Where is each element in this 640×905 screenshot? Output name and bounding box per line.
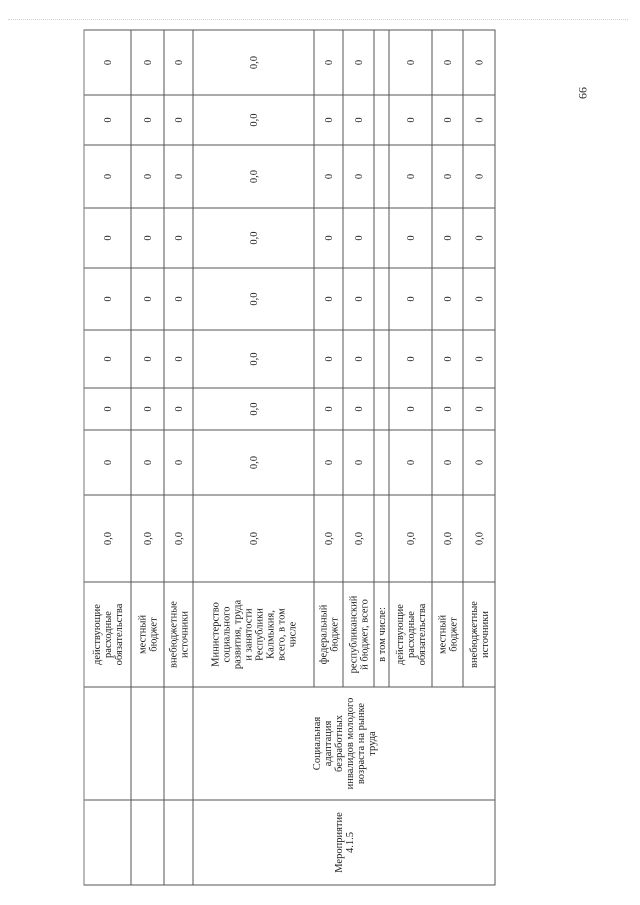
name-cell-line: адаптация bbox=[323, 720, 334, 767]
measure-cell-line: 4.1.5 bbox=[345, 832, 356, 853]
data-cell-value: 0,0 bbox=[249, 169, 260, 184]
data-cell-value: 0,0 bbox=[143, 531, 154, 546]
data-cell-value: 0 bbox=[143, 173, 154, 180]
name-cell-line: Социальная bbox=[312, 716, 323, 771]
data-cell-value: 0 bbox=[443, 356, 454, 362]
data-cell-value: 0,0 bbox=[324, 531, 335, 546]
data-cell-value: 0 bbox=[354, 117, 365, 123]
data-cell-value: 0 bbox=[406, 173, 417, 180]
data-cell-value: 0 bbox=[474, 459, 486, 466]
data-cell-value: 0 bbox=[354, 296, 365, 302]
source-cell-line: й бюджет, всего bbox=[359, 599, 371, 670]
data-cell-value: 0 bbox=[103, 117, 114, 123]
data-cell-value: 0 bbox=[443, 235, 454, 241]
data-cell-value: 0 bbox=[103, 235, 114, 241]
name-cell-line: возраста на рынке bbox=[356, 702, 367, 785]
source-cell-line: и занятости bbox=[243, 608, 255, 661]
data-cell-value: 0 bbox=[354, 59, 365, 66]
data-cell-value: 0 bbox=[474, 296, 486, 302]
source-cell-text bbox=[349, 595, 371, 673]
source-cell-line: источники bbox=[480, 611, 491, 658]
table-frame bbox=[84, 30, 495, 885]
data-cell-value: 0,0 bbox=[443, 531, 454, 546]
data-cell-value: 0,0 bbox=[249, 531, 260, 546]
source-cell-line: социального bbox=[221, 606, 233, 663]
source-cell-line: внебюджетные bbox=[168, 601, 180, 668]
data-cell-value: 0 bbox=[443, 406, 454, 412]
source-cell-line: обязательства bbox=[417, 603, 428, 666]
source-cell-line: числе bbox=[287, 621, 299, 648]
data-cell-value: 0 bbox=[406, 59, 417, 66]
data-cell-value: 0 bbox=[324, 459, 335, 466]
data-cell-value: 0 bbox=[174, 356, 185, 362]
data-cell-value: 0 bbox=[354, 459, 365, 466]
data-cell-value: 0 bbox=[103, 59, 114, 66]
data-cell-value: 0 bbox=[324, 173, 335, 180]
source-cell-line: Калмыкия, bbox=[265, 610, 277, 659]
source-cell-line: обязательства bbox=[114, 603, 125, 666]
name-cell-text bbox=[312, 698, 378, 790]
data-cell-value: 0 bbox=[174, 59, 185, 66]
source-cell-line: расходные bbox=[406, 611, 417, 658]
data-cell-value: 0 bbox=[143, 235, 154, 241]
data-cell-value: 0 bbox=[474, 356, 486, 362]
data-cell-value: 0 bbox=[174, 406, 185, 412]
data-cell-value: 0,0 bbox=[249, 231, 260, 245]
name-cell-line: безработных bbox=[334, 714, 345, 773]
data-cell-value: 0,0 bbox=[474, 531, 486, 546]
source-cell-line: бюджет bbox=[448, 617, 460, 652]
source-cell-line: Министерство bbox=[210, 602, 222, 667]
measure-cell-text bbox=[334, 812, 356, 873]
data-cell-value: 0 bbox=[174, 173, 185, 180]
source-cell-text bbox=[211, 599, 299, 669]
data-cell-value: 0 bbox=[143, 296, 154, 302]
source-cell-line: республиканский bbox=[348, 595, 360, 674]
data-cell-value: 0 bbox=[474, 59, 486, 66]
data-cell-value: 0 bbox=[174, 117, 185, 123]
data-cell-value: 0 bbox=[324, 296, 335, 302]
data-cell-value: 0 bbox=[143, 406, 154, 412]
data-cell-value: 0 bbox=[474, 235, 486, 241]
data-cell-value: 0 bbox=[103, 356, 114, 362]
data-cell-value: 0 bbox=[143, 59, 154, 66]
data-cell-value: 0 bbox=[406, 356, 417, 362]
source-cell-line: всего, в том bbox=[276, 608, 288, 661]
source-cell-line: развития, труда bbox=[232, 599, 244, 670]
source-cell-line: внебюджетные bbox=[469, 601, 480, 668]
data-cell-value: 0 bbox=[443, 117, 454, 123]
data-cell-value: 0 bbox=[354, 235, 365, 241]
data-cell-value: 0 bbox=[406, 235, 417, 241]
source-cell-text bbox=[138, 615, 160, 654]
data-cell-value: 0 bbox=[174, 235, 185, 241]
source-cell-line: местный bbox=[137, 614, 149, 655]
data-cell-value: 0,0 bbox=[174, 531, 185, 546]
data-cell-value: 0 bbox=[406, 117, 417, 123]
data-cell-value: 0 bbox=[174, 296, 185, 302]
source-cell-text bbox=[377, 607, 388, 662]
data-cell-value: 0 bbox=[103, 296, 114, 302]
data-cell-value: 0 bbox=[143, 356, 154, 362]
data-cell-value: 0,0 bbox=[249, 402, 260, 416]
data-cell-value: 0 bbox=[143, 459, 154, 466]
source-cell-line: расходные bbox=[103, 611, 114, 658]
data-cell-value: 0 bbox=[443, 173, 454, 180]
measure-cell-line: Мероприятие bbox=[334, 812, 345, 873]
data-cell-value: 0 bbox=[354, 173, 365, 180]
data-cell-value: 0,0 bbox=[249, 292, 260, 306]
source-cell-text bbox=[92, 603, 125, 665]
source-cell-text bbox=[438, 615, 460, 654]
source-cell-line: бюджет bbox=[329, 617, 341, 652]
data-cell-value: 0,0 bbox=[249, 455, 260, 470]
source-cell-text bbox=[395, 603, 428, 665]
name-cell-line: труда bbox=[367, 731, 378, 756]
source-cell-text bbox=[469, 601, 491, 668]
source-cell-line: федеральный bbox=[318, 604, 330, 665]
source-cell-line: Республики bbox=[254, 608, 266, 661]
data-cell-value: 0 bbox=[443, 459, 454, 466]
page-number: 99 bbox=[576, 87, 590, 99]
data-cell-value: 0 bbox=[406, 459, 417, 466]
data-cell-value: 0 bbox=[354, 406, 365, 412]
data-cell-value: 0 bbox=[324, 406, 335, 412]
data-cell-value: 0 bbox=[443, 59, 454, 66]
data-cell-value: 0 bbox=[443, 296, 454, 302]
data-cell-value: 0 bbox=[174, 459, 185, 466]
data-cell-value: 0 bbox=[406, 296, 417, 302]
data-cell-value: 0 bbox=[406, 406, 417, 412]
data-cell-value: 0,0 bbox=[249, 352, 260, 366]
data-cell-value: 0,0 bbox=[406, 531, 417, 546]
data-cell-value: 0 bbox=[324, 356, 335, 362]
source-cell-line: в том числе: bbox=[377, 607, 388, 662]
source-cell-line: действующие bbox=[395, 604, 406, 665]
name-cell-line: инвалидов молодого bbox=[345, 697, 356, 790]
data-cell-value: 0 bbox=[474, 173, 486, 180]
data-cell-value: 0,0 bbox=[249, 55, 260, 70]
source-cell-line: источники bbox=[179, 611, 191, 658]
table-grid bbox=[84, 30, 495, 885]
data-cell-value: 0,0 bbox=[249, 113, 260, 127]
data-cell-value: 0 bbox=[103, 459, 114, 466]
data-cell-value: 0 bbox=[474, 406, 486, 412]
data-cell-value: 0 bbox=[103, 173, 114, 180]
source-cell-text bbox=[169, 601, 191, 668]
data-cell-value: 0 bbox=[103, 406, 114, 412]
data-cell-value: 0 bbox=[324, 117, 335, 123]
data-cell-value: 0 bbox=[324, 59, 335, 66]
data-cell-value: 0 bbox=[143, 117, 154, 123]
data-cell-value: 0 bbox=[474, 117, 486, 123]
source-cell-line: бюджет bbox=[148, 617, 160, 652]
source-cell-line: местный bbox=[437, 614, 449, 655]
source-cell-line: действующие bbox=[92, 604, 103, 665]
data-cell-value: 0 bbox=[324, 235, 335, 241]
data-cell-value: 0 bbox=[354, 356, 365, 362]
data-cell-value: 0,0 bbox=[103, 531, 114, 546]
source-cell-text bbox=[319, 604, 341, 664]
data-cell-value: 0,0 bbox=[354, 531, 365, 546]
